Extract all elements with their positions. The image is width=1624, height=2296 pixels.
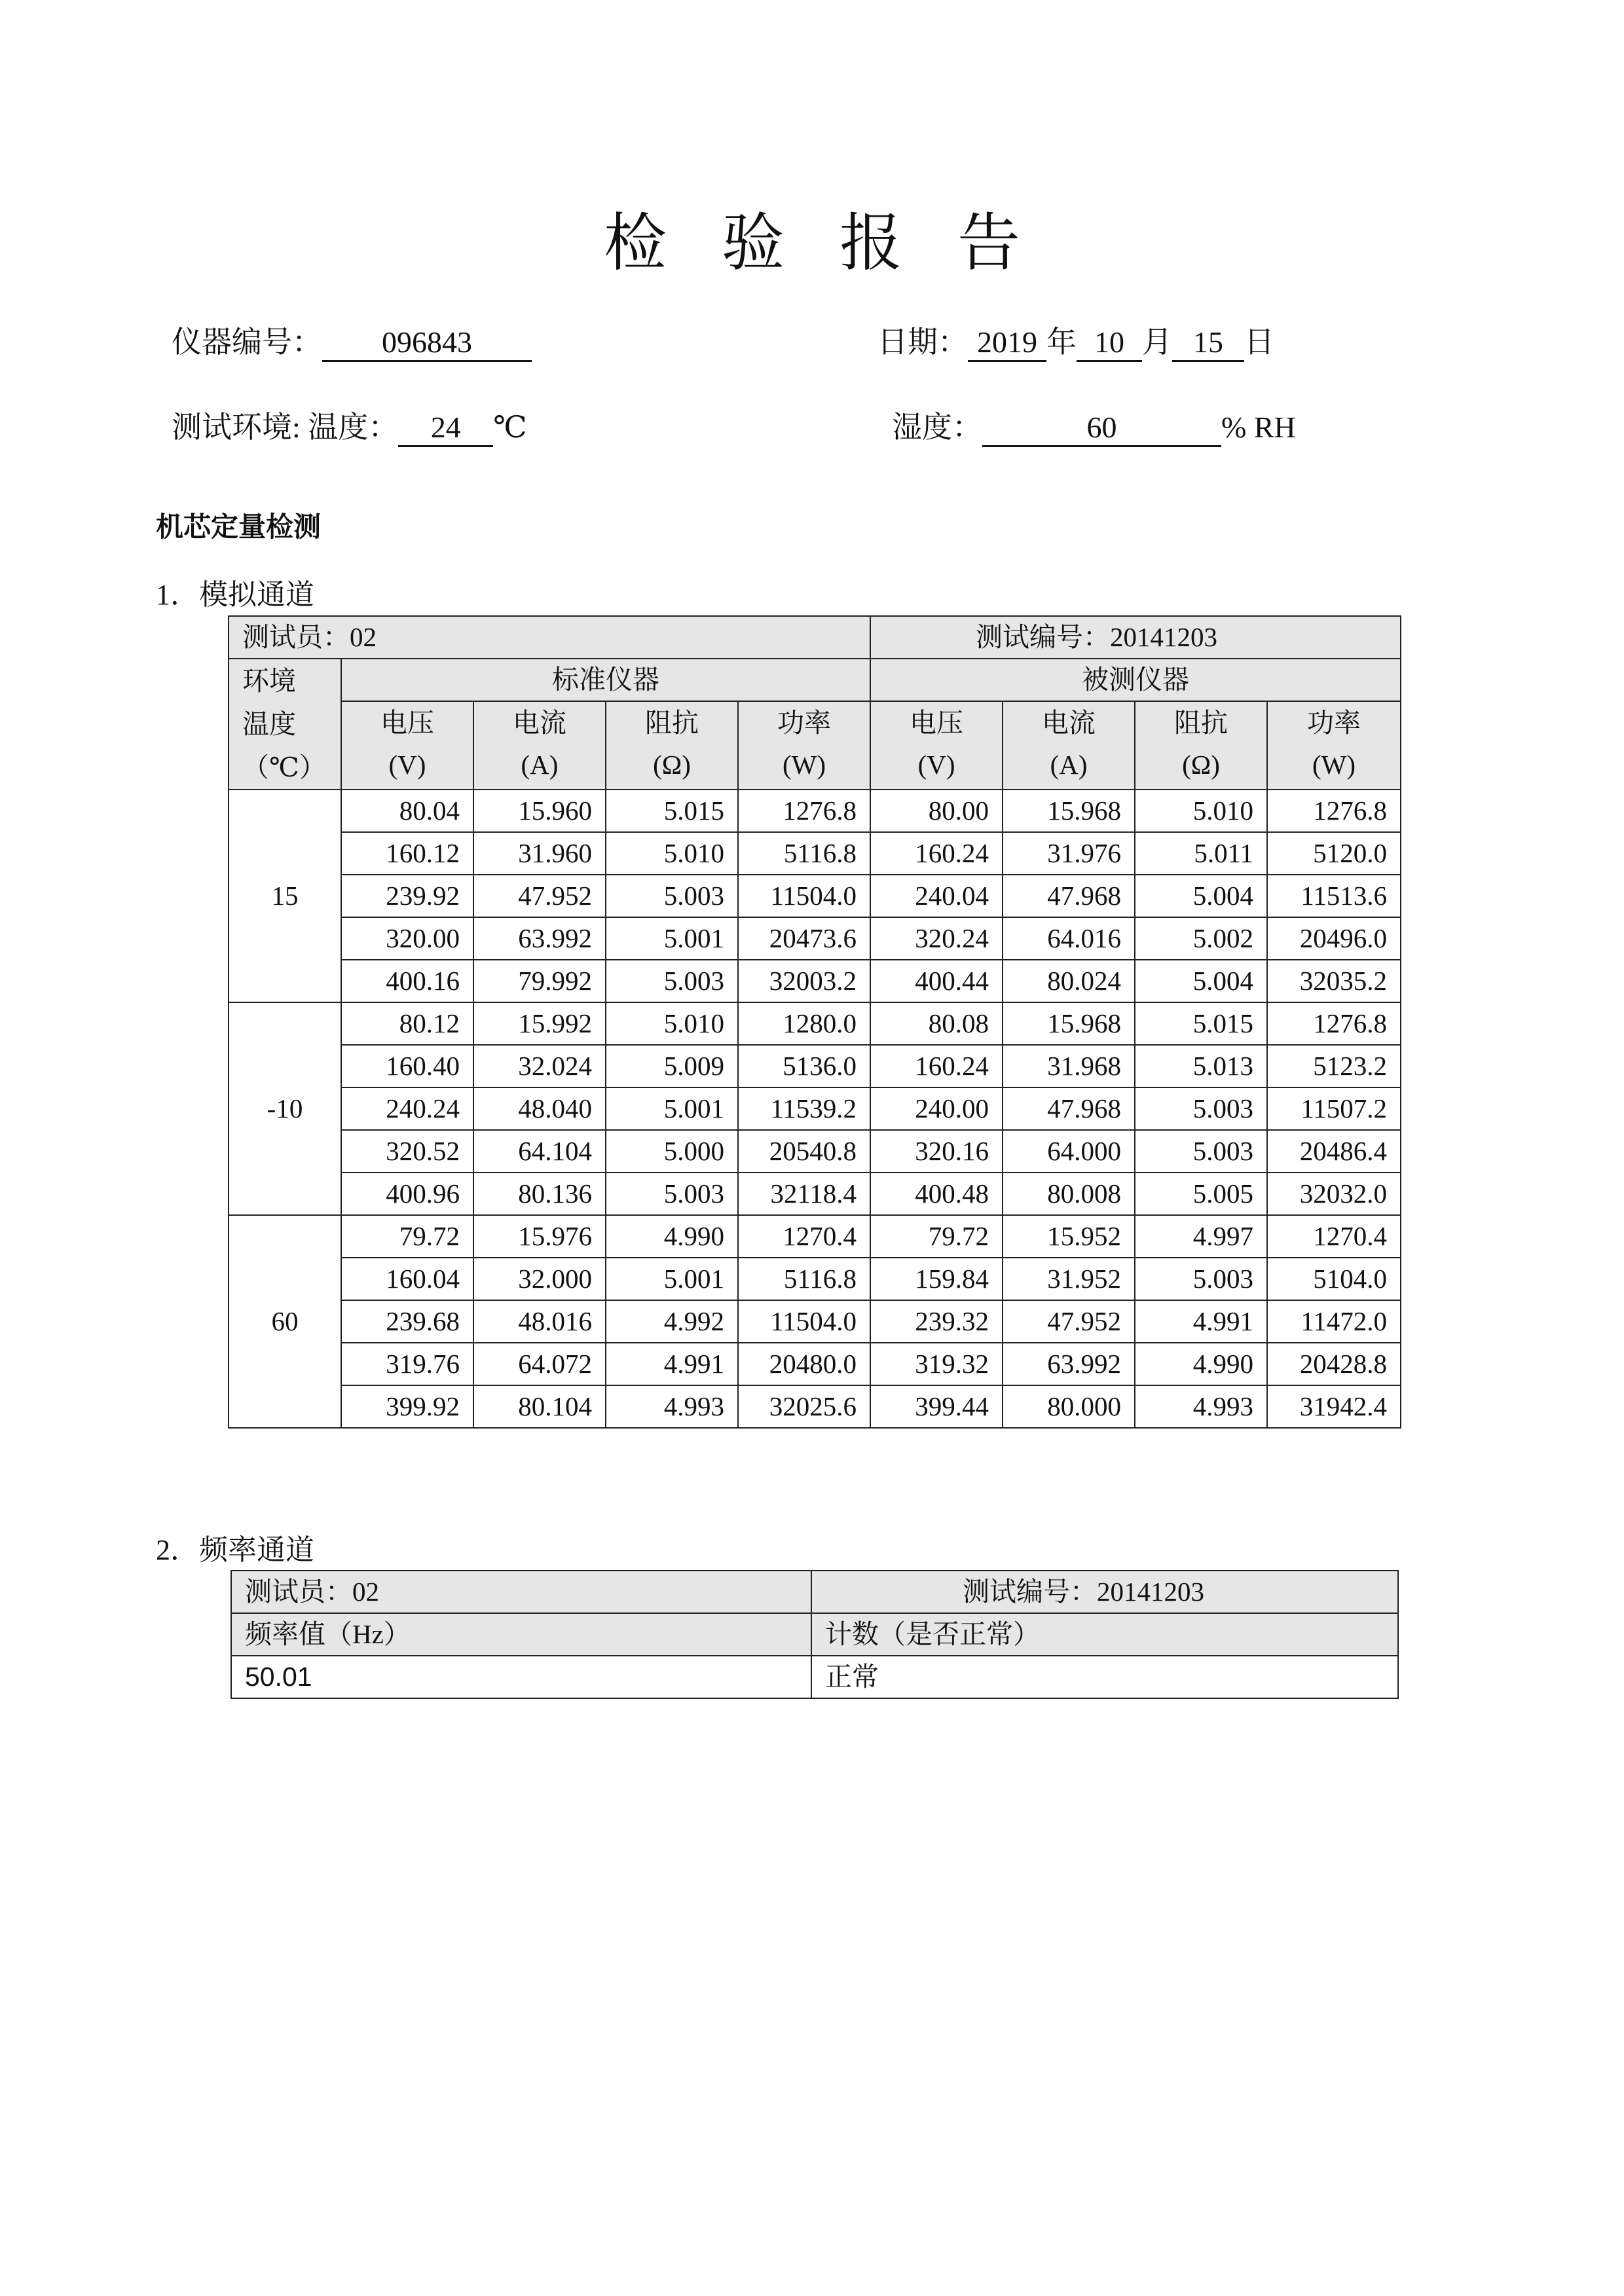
table-cell: 20473.6 <box>738 917 870 960</box>
table-cell: 5.010 <box>1135 790 1267 832</box>
column-header-unit: (V) <box>917 750 955 780</box>
column-header <box>1003 701 1135 790</box>
table-cell: 5.015 <box>606 790 738 832</box>
table-meta-row <box>231 1571 1398 1613</box>
column-header-name: 电压 <box>910 708 964 738</box>
temperature-value: 24 <box>398 412 493 447</box>
column-header-name: 电压 <box>380 708 434 738</box>
title-char: 验 <box>722 208 784 278</box>
column-header-unit: (V) <box>388 750 426 780</box>
table-cell: 4.991 <box>1135 1300 1267 1343</box>
table-cell: 32.000 <box>473 1258 606 1300</box>
table-row <box>229 1130 1401 1173</box>
table-cell: 4.991 <box>606 1343 738 1385</box>
table-row <box>229 875 1401 917</box>
table-cell: 47.968 <box>1003 875 1135 917</box>
table-cell: 5.005 <box>1135 1173 1267 1215</box>
table-cell: 80.104 <box>473 1385 606 1428</box>
column-header <box>1135 701 1267 790</box>
table-cell: 20486.4 <box>1267 1130 1401 1173</box>
table-cell: 80.008 <box>1003 1173 1135 1215</box>
table-cell: 80.024 <box>1003 960 1135 1002</box>
table-row <box>231 1656 1398 1698</box>
table-cell: 160.04 <box>341 1258 473 1300</box>
table-cell: 32118.4 <box>738 1173 870 1215</box>
title-char: 告 <box>957 208 1020 278</box>
table-cell: 20480.0 <box>738 1343 870 1385</box>
table-cell: 1276.8 <box>738 790 870 832</box>
table-cell: 400.48 <box>870 1173 1003 1215</box>
month-unit: 月 <box>1142 325 1172 359</box>
table-cell: 11504.0 <box>738 1300 870 1343</box>
table-cell: 11504.0 <box>738 875 870 917</box>
table-cell: 240.24 <box>341 1087 473 1130</box>
title-char: 检 <box>604 208 667 278</box>
table-cell: 5.010 <box>606 1002 738 1045</box>
table-cell: 80.136 <box>473 1173 606 1215</box>
group-temperature-cell: 15 <box>229 790 341 1002</box>
table-cell: 319.32 <box>870 1343 1003 1385</box>
table-cell: 4.992 <box>606 1300 738 1343</box>
table-cell: 5136.0 <box>738 1045 870 1087</box>
table-cell: 1276.8 <box>1267 1002 1401 1045</box>
table-cell: 20428.8 <box>1267 1343 1401 1385</box>
table-cell: 399.44 <box>870 1385 1003 1428</box>
table-cell: 5120.0 <box>1267 832 1401 875</box>
date-line <box>877 327 1274 362</box>
table-cell: 31.960 <box>473 832 606 875</box>
table-cell: 80.04 <box>341 790 473 832</box>
table-cell: 15.968 <box>1003 790 1135 832</box>
humidity-line <box>892 412 1296 447</box>
column-header-name: 功率 <box>777 708 832 738</box>
table-row <box>229 960 1401 1002</box>
table-cell: 160.12 <box>341 832 473 875</box>
column-header-name: 阻抗 <box>645 708 699 738</box>
test-number-cell: 测试编号：20141203 <box>870 616 1401 659</box>
table-cell: 319.76 <box>341 1343 473 1385</box>
table-cell: 48.040 <box>473 1087 606 1130</box>
table-cell: 80.08 <box>870 1002 1003 1045</box>
table-cell: 32003.2 <box>738 960 870 1002</box>
table-row <box>229 1258 1401 1300</box>
instrument-number-label: 仪器编号： <box>172 325 322 359</box>
table-row <box>229 917 1401 960</box>
table-cell: 160.24 <box>870 832 1003 875</box>
table-cell: 63.992 <box>473 917 606 960</box>
table-cell: 399.92 <box>341 1385 473 1428</box>
table-cell: 31.968 <box>1003 1045 1135 1087</box>
column-header-name: 阻抗 <box>1174 708 1228 738</box>
report-title <box>0 193 1624 283</box>
title-char: 报 <box>840 208 902 278</box>
table-cell: 5.009 <box>606 1045 738 1087</box>
table-cell: 160.40 <box>341 1045 473 1087</box>
table-cell: 11539.2 <box>738 1087 870 1130</box>
table-cell: 400.16 <box>341 960 473 1002</box>
column-header <box>1267 701 1401 790</box>
tester-cell: 测试员：02 <box>229 616 870 659</box>
column-header-unit: (A) <box>521 750 559 780</box>
table-cell: 11507.2 <box>1267 1087 1401 1130</box>
table-cell: 320.16 <box>870 1130 1003 1173</box>
table-cell: 5.003 <box>1135 1258 1267 1300</box>
temperature-unit: ℃ <box>493 410 527 444</box>
date-month: 10 <box>1077 327 1142 362</box>
column-header-unit: (Ω) <box>1182 750 1220 780</box>
table-cell: 48.016 <box>473 1300 606 1343</box>
table-cell: 5116.8 <box>738 832 870 875</box>
frequency-value-cell: 50.01 <box>231 1656 811 1698</box>
frequency-channel-table <box>231 1570 1399 1699</box>
table-cell: 15.952 <box>1003 1215 1135 1258</box>
table-cell: 80.12 <box>341 1002 473 1045</box>
count-value-cell: 正常 <box>811 1656 1398 1698</box>
table-cell: 11513.6 <box>1267 875 1401 917</box>
env-temperature-line: （℃） <box>242 752 326 782</box>
table-cell: 20496.0 <box>1267 917 1401 960</box>
column-header-unit: (Ω) <box>653 750 691 780</box>
frequency-channel-heading: 2．频率通道 <box>156 1534 314 1566</box>
table-cell: 32.024 <box>473 1045 606 1087</box>
table-row <box>229 832 1401 875</box>
table-cell: 5.003 <box>1135 1087 1267 1130</box>
test-number-cell: 测试编号：20141203 <box>811 1571 1398 1613</box>
table-cell: 47.968 <box>1003 1087 1135 1130</box>
table-cell: 15.992 <box>473 1002 606 1045</box>
table-cell: 400.44 <box>870 960 1003 1002</box>
env-temperature-line: 环境 <box>242 666 296 696</box>
environment-line <box>172 412 527 447</box>
table-row <box>229 1045 1401 1087</box>
table-row <box>229 1087 1401 1130</box>
table-cell: 5.004 <box>1135 875 1267 917</box>
count-column-header: 计数（是否正常） <box>811 1613 1398 1656</box>
tester-cell: 测试员：02 <box>231 1571 811 1613</box>
table-cell: 4.993 <box>1135 1385 1267 1428</box>
table-row <box>229 1300 1401 1343</box>
table-cell: 5.002 <box>1135 917 1267 960</box>
table-cell: 4.990 <box>1135 1343 1267 1385</box>
humidity-label: 湿度： <box>892 410 982 444</box>
table-cell: 15.968 <box>1003 1002 1135 1045</box>
table-cell: 5.003 <box>606 875 738 917</box>
environment-label: 测试环境: 温度： <box>172 410 399 444</box>
column-header <box>341 701 473 790</box>
table-cell: 5.003 <box>606 1173 738 1215</box>
table-cell: 5.003 <box>606 960 738 1002</box>
humidity-value: 60 <box>982 412 1221 447</box>
table-cell: 80.00 <box>870 790 1003 832</box>
year-unit: 年 <box>1046 325 1077 359</box>
table-cell: 1276.8 <box>1267 790 1401 832</box>
column-header <box>738 701 870 790</box>
column-header-name: 电流 <box>513 708 566 738</box>
table-cell: 4.993 <box>606 1385 738 1428</box>
table-cell: 320.24 <box>870 917 1003 960</box>
table-row <box>229 1215 1401 1258</box>
table-cell: 240.04 <box>870 875 1003 917</box>
table-cell: 4.990 <box>606 1215 738 1258</box>
date-label: 日期： <box>877 325 968 359</box>
column-header <box>473 701 606 790</box>
table-cell: 31942.4 <box>1267 1385 1401 1428</box>
column-header-name: 功率 <box>1307 708 1361 738</box>
column-header-unit: (W) <box>783 750 826 780</box>
table-cell: 5.000 <box>606 1130 738 1173</box>
column-header-name: 电流 <box>1042 708 1096 738</box>
table-cell: 5.003 <box>1135 1130 1267 1173</box>
column-header-unit: (W) <box>1312 750 1356 780</box>
table-cell: 240.00 <box>870 1087 1003 1130</box>
table-row <box>229 790 1401 832</box>
column-header-unit: (A) <box>1050 750 1088 780</box>
table-cell: 5104.0 <box>1267 1258 1401 1300</box>
env-temperature-line: 温度 <box>242 709 296 739</box>
table-row <box>229 1343 1401 1385</box>
table-cell: 64.104 <box>473 1130 606 1173</box>
table-cell: 320.52 <box>341 1130 473 1173</box>
column-header <box>606 701 738 790</box>
table-cell: 79.72 <box>341 1215 473 1258</box>
table-cell: 47.952 <box>473 875 606 917</box>
table-cell: 5.011 <box>1135 832 1267 875</box>
table-cell: 79.72 <box>870 1215 1003 1258</box>
table-cell: 20540.8 <box>738 1130 870 1173</box>
tested-instrument-header: 被测仪器 <box>870 659 1401 701</box>
table-cell: 400.96 <box>341 1173 473 1215</box>
frequency-column-header: 频率值（Hz） <box>231 1613 811 1656</box>
table-cell: 5.013 <box>1135 1045 1267 1087</box>
table-cell: 5.001 <box>606 1258 738 1300</box>
instrument-number-value: 096843 <box>322 327 532 362</box>
table-cell: 32032.0 <box>1267 1173 1401 1215</box>
table-cell: 79.992 <box>473 960 606 1002</box>
group-temperature-cell: 60 <box>229 1215 341 1428</box>
table-cell: 32035.2 <box>1267 960 1401 1002</box>
table-cell: 31.952 <box>1003 1258 1135 1300</box>
table-cell: 5.001 <box>606 917 738 960</box>
day-unit: 日 <box>1244 325 1274 359</box>
table-cell: 32025.6 <box>738 1385 870 1428</box>
analog-channel-table <box>228 615 1401 1429</box>
table-cell: 80.000 <box>1003 1385 1135 1428</box>
table-cell: 159.84 <box>870 1258 1003 1300</box>
table-cell: 5.015 <box>1135 1002 1267 1045</box>
table-cell: 239.92 <box>341 875 473 917</box>
table-cell: 5.010 <box>606 832 738 875</box>
humidity-unit: % RH <box>1221 410 1296 444</box>
group-temperature-cell: -10 <box>229 1002 341 1215</box>
table-cell: 1270.4 <box>738 1215 870 1258</box>
table-cell: 5.004 <box>1135 960 1267 1002</box>
table-cell: 47.952 <box>1003 1300 1135 1343</box>
table-cell: 5123.2 <box>1267 1045 1401 1087</box>
date-year: 2019 <box>968 327 1046 362</box>
date-day: 15 <box>1172 327 1244 362</box>
table-cell: 239.32 <box>870 1300 1003 1343</box>
env-temperature-header <box>229 659 341 790</box>
table-cell: 5.001 <box>606 1087 738 1130</box>
table-cell: 1280.0 <box>738 1002 870 1045</box>
table-cell: 15.960 <box>473 790 606 832</box>
table-cell: 15.976 <box>473 1215 606 1258</box>
table-cell: 11472.0 <box>1267 1300 1401 1343</box>
table-row <box>229 1002 1401 1045</box>
table-cell: 239.68 <box>341 1300 473 1343</box>
table-row <box>229 1173 1401 1215</box>
instrument-number-line <box>172 327 532 362</box>
table-cell: 64.072 <box>473 1343 606 1385</box>
table-cell: 31.976 <box>1003 832 1135 875</box>
column-header <box>870 701 1003 790</box>
table-group-header-row <box>229 659 1401 701</box>
table-cell: 160.24 <box>870 1045 1003 1087</box>
table-cell: 5116.8 <box>738 1258 870 1300</box>
table-cell: 4.997 <box>1135 1215 1267 1258</box>
section-title: 机芯定量检测 <box>156 511 322 543</box>
table-cell: 64.000 <box>1003 1130 1135 1173</box>
table-cell: 1270.4 <box>1267 1215 1401 1258</box>
table-row <box>229 1385 1401 1428</box>
table-cell: 64.016 <box>1003 917 1135 960</box>
table-header-row <box>231 1613 1398 1656</box>
analog-channel-heading: 1．模拟通道 <box>156 579 314 611</box>
standard-instrument-header: 标准仪器 <box>341 659 870 701</box>
column-header-row <box>229 701 1401 704</box>
table-cell: 320.00 <box>341 917 473 960</box>
table-meta-row <box>229 616 1401 659</box>
table-cell: 63.992 <box>1003 1343 1135 1385</box>
